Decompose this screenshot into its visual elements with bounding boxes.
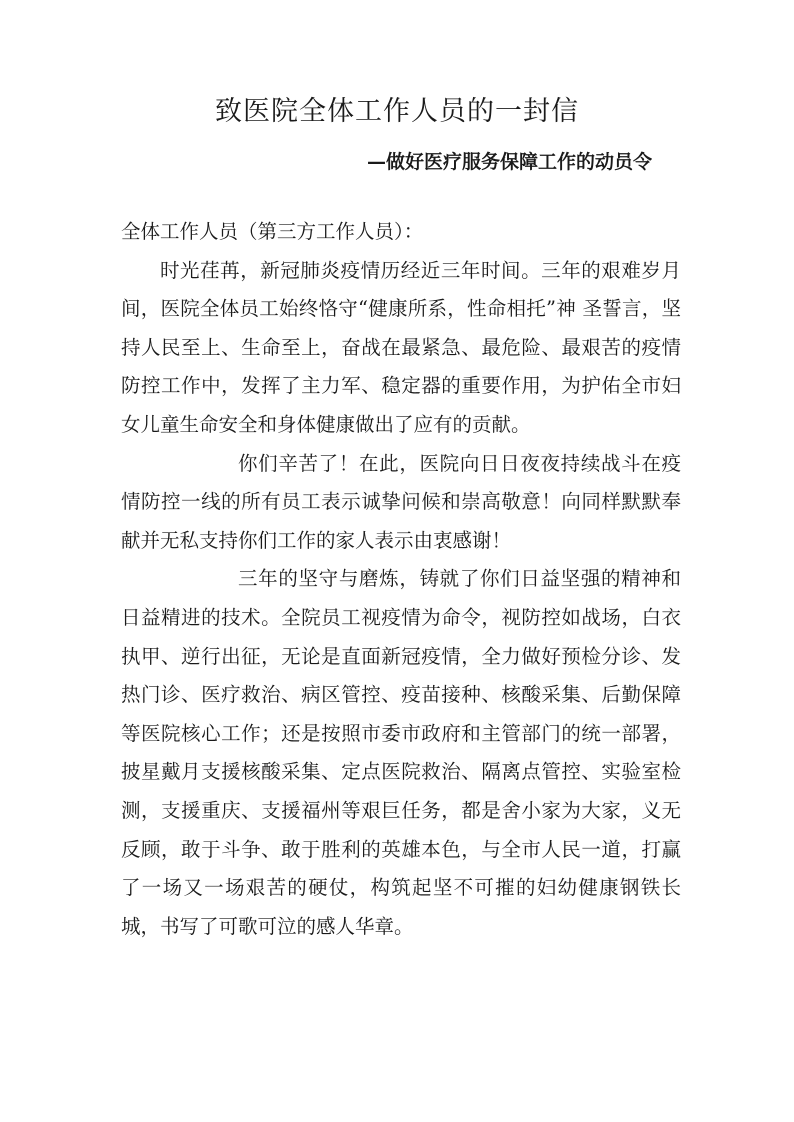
paragraph-1: 时光荏苒，新冠肺炎疫情历经近三年时间。三年的艰难岁月间，医院全体员工始终恪守“健康所系，性命相托”神 圣誓言，坚持人民至上、生命至上，奋战在最紧急、最危险、最艰苦的疫情防控工作中，发挥了主力军、稳定器的重要作用，为护佑全市妇女儿童生命安全和身体健康做出了应有的贡献。 [121,258,681,436]
salutation: 全体工作人员（第三方工作人员）： [121,220,424,243]
document-subtitle: —做好医疗服务保障工作的动员令 [366,151,652,173]
paragraph-2: 你们辛苦了！在此，医院向日日夜夜持续战斗在疫情防控一线的所有员工表示诚挚问候和崇高敬意！向同样默默奉献并无私支持你们工作的家人表示由衷感谢！ [121,451,681,552]
paragraph-3: 三年的坚守与磨炼，铸就了你们日益坚强的精神和日益精进的技术。全院员工视疫情为命令，视防控如战场，白衣执甲、逆行出征，无论是直面新冠疫情，全力做好预检分诊、发热门诊、医疗救治、病区管控、疫苗接种、核酸采集、后勤保障等医院核心工作；还是按照市委市政府和主管部门的统一部署，披星戴月支援核酸采集、定点医院救治、隔离点管控、实验室检测，支援重庆、支援福州等艰巨任务，都是舍小家为大家，义无反顾，敢于斗争、敢于胜利的英雄本色，与全市人民一道，打赢了一场又一场艰苦的硬仗，构筑起坚不可摧的妇幼健康钢铁长城，书写了可歌可泣的感人华章。 [121,567,681,938]
document-title: 致医院全体工作人员的一封信 [215,96,579,127]
letter-body [121,213,681,946]
